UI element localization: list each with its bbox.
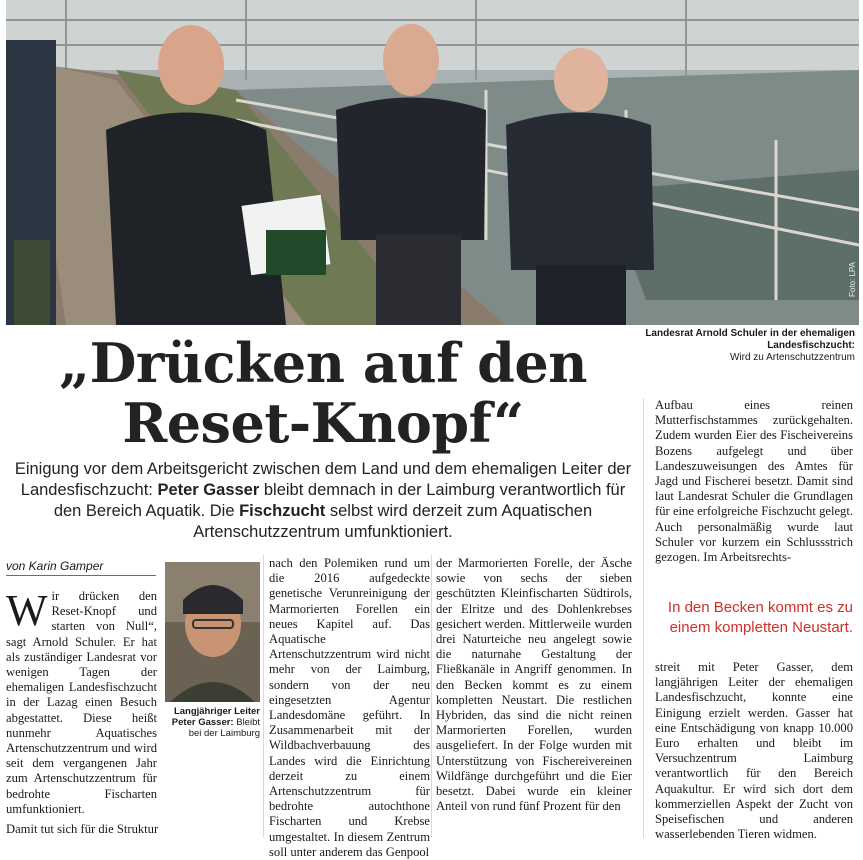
portrait-caption-bold: Langjähriger Leiter Peter Gasser: — [171, 706, 260, 728]
body-column-1 — [6, 586, 157, 817]
portrait-caption-text: Bleibt bei der Laimburg — [188, 717, 260, 739]
photo-caption-bold: Landesrat Arnold Schuler in der ehemaligen Landesfischzucht: — [645, 328, 855, 351]
teaser-bold-2: Fischzucht — [239, 502, 326, 520]
portrait-photo — [165, 562, 260, 702]
body-paragraph-2: nach den Polemiken rund um die 2016 aufgedeckte genetische Verunreinigung der Marmorierten Forellen ein neues Kapitel auf. Das Aquatische Artenschutzzentrum wird nicht mehr von der Laimburg, sondern von der neu eingesetzten Agentur Landesdomäne geführt. In Zusammenarbeit mit der Wildbachverbauung des Landes wird die Einrichtung derzeit zu einem Artenschutzzentrum für bedrohte autochthone Fischarten und Krebse umgestaltet. In diesem Zentrum soll unter anderem das Genpool — [269, 556, 430, 859]
teaser-text-1: Einigung vor dem Arbeitsgericht zwischen dem Land und dem ehemaligen Leiter der Landesfischzucht: — [14, 460, 632, 499]
body-column-2 — [269, 556, 430, 860]
column-divider — [643, 398, 644, 838]
teaser-text-2: bleibt demnach in der Laimburg verantwortlich für den Bereich Aquatik. Die — [53, 481, 626, 520]
body-paragraph-1: ir drücken den Reset-Knopf und starten von Null“, sagt Arnold Schuler. Er hat als zuständiger Landesrat vor wenigen Tagen der ehemaligen Landesfischzucht in der Lazag einen Besuch abgestattet. Diese heißt nunmehr Aquatisches Artenschutzzentrum und wird seit dem vergangenen Jahr zum Artenschutzzentrum für bedrohte Fischarten umfunktioniert. — [6, 589, 157, 816]
portrait-caption — [165, 706, 260, 739]
column-divider — [263, 555, 264, 837]
photo-credit: Foto: LPA — [848, 262, 857, 297]
teaser-bold-1: Peter Gasser — [157, 481, 260, 499]
column-divider — [431, 555, 432, 837]
teaser-text-3: selbst wird derzeit zum Aquatischen Artenschutzzentrum umfunktioniert. — [193, 502, 593, 541]
body-paragraph-4: Aufbau eines reinen Mutterfischstammes zurückgehalten. Zudem wurden Eier des Fischeivereins Bozens aufgelegt und über Landeszuweisungen des Amtes für Jagd und Fischerei besetzt. Damit sind laut Landesrat Schuler die Grundlagen für eine erfolgreiche Fischzucht gelegt. Auch personalmäßig wurde laut Schuler vor kurzem ein Schlussstrich gezogen. Im Arbeitsrechts- — [655, 398, 853, 565]
photo-caption-text: Wird zu Artenschutzzentrum — [729, 352, 855, 363]
drop-cap: W — [6, 586, 48, 635]
byline: von Karin Gamper — [6, 559, 156, 576]
body-column-1-end — [6, 822, 204, 837]
headline: „Drücken auf den Reset-Knopf“ — [59, 331, 587, 455]
body-column-4-end — [655, 660, 853, 842]
pull-quote: In den Becken kommt es zu einem kompletten Neustart. — [667, 599, 853, 636]
body-paragraph-1b: Damit tut sich für die Struktur — [6, 822, 159, 836]
body-paragraph-5: streit mit Peter Gasser, dem langjährigen Leiter der ehemaligen Landesfischzucht, konnte eine Einigung erzielt werden. Gasser hat eine Entschädigung von knapp 10.000 Euro erhalten und bleibt im Versuchzentrum Laimburg verantwortlich für den Bereich Aquakultur. Er wird sich dort dem kommerziellen Aspekt der Zucht von Speisefischen und anderen wasserlebenden Tieren widmen. — [655, 660, 853, 842]
body-paragraph-3: der Marmorierten Forelle, der Äsche sowie von sechs der sieben geschützten Kleinfischarten Südtirols, der Elritze und des Dohlenkrebses gesichert werden. Mittlerweile wurden drei Naturteiche neu angelegt sowie die naturnahe Gestaltung der Fließkanäle in Angriff genommen. In den Becken kommt es zu einem kompletten Neustart. Die restlichen Hybriden, das sind die nicht reinen Marmorierten Forellen, wurden ausgeliefert. In der Folge wurden mit Unterstützung von Fischereivereinen Wildfänge durchgeführt und die Eier besetzt. Dabei wurde ein kleiner Anteil von rund fünf Prozent für den — [436, 556, 632, 814]
teaser — [14, 459, 632, 543]
body-column-4 — [655, 398, 853, 565]
article-photo — [6, 0, 859, 325]
portrait-image — [165, 562, 260, 702]
body-column-3 — [436, 556, 632, 814]
fish-farm-scene-image — [6, 0, 859, 325]
